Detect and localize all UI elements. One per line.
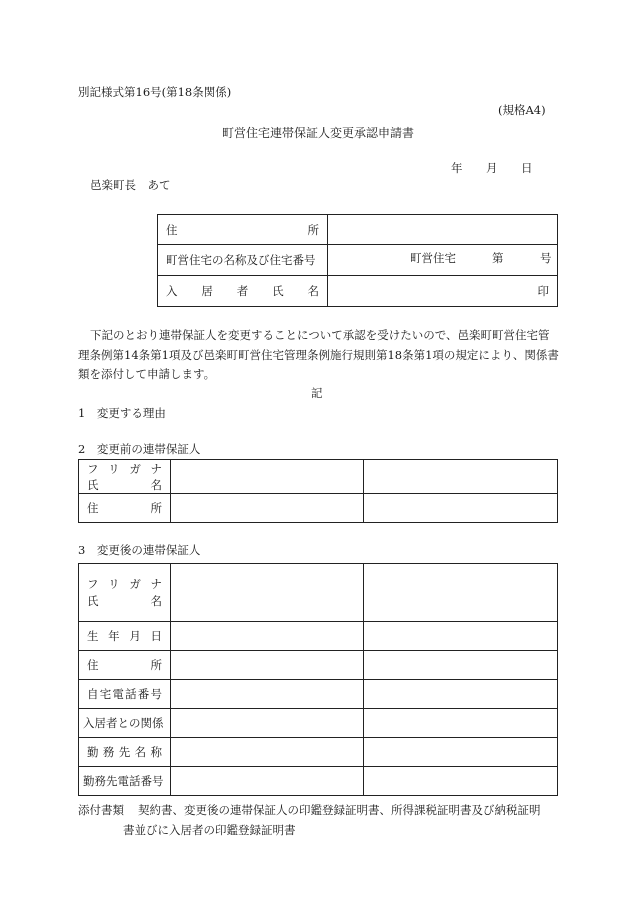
form-id: 別記様式第16号(第18条関係) [78,85,232,99]
new-workplace-extra-field[interactable] [364,738,558,767]
new-address-label: 住 所 [87,658,162,672]
new-name-label: 氏 名 [87,593,162,608]
address-label-cell [158,215,328,245]
address-field[interactable] [328,215,558,245]
new-workplace-label-cell [79,738,171,767]
prev-furigana-label: フ リ ガ ナ [87,461,162,476]
new-home-phone-label-cell [79,680,171,709]
resident-label-char: 入 [166,284,178,298]
resident-label-char: 氏 [272,284,284,298]
attachments-text-line1: 契約書、変更後の連帯保証人の印鑑登録証明書、所得課税証明書及び納税証明 [138,803,541,817]
address-label-char: 住 [166,222,178,237]
section3-title: 3 変更後の連帯保証人 [78,543,201,557]
new-address-field[interactable] [171,651,364,680]
new-birth-label: 生 年 月 日 [87,629,162,643]
new-birth-field[interactable] [171,622,364,651]
new-work-phone-label: 勤務先電話番号 [83,774,164,788]
housing-go-text: 号 [540,251,552,265]
new-address-extra-field[interactable] [364,651,558,680]
new-address-label-cell [79,651,171,680]
address-label-char: 所 [307,222,319,237]
resident-label-char: 名 [307,284,319,298]
attachments-label: 添付書類 [78,803,124,817]
new-relation-label-cell [79,709,171,738]
prev-address-extra-field[interactable] [364,494,558,523]
attachments-text-line2: 書並びに入居者の印鑑登録証明書 [123,823,296,837]
applicant-table [157,214,558,307]
new-birth-extra-field[interactable] [364,622,558,651]
size-note: (規格A4) [498,103,546,117]
new-name-field[interactable] [171,564,364,622]
new-home-phone-extra-field[interactable] [364,680,558,709]
prev-name-extra-field[interactable] [364,460,558,494]
housing-dai-text: 第 [492,251,504,265]
new-name-extra-field[interactable] [364,564,558,622]
attachments [78,800,560,840]
new-relation-extra-field[interactable] [364,709,558,738]
new-relation-label: 入居者との関係 [83,716,164,730]
form-title: 町営住宅連帯保証人変更承認申請書 [222,126,415,140]
resident-label-char: 者 [236,284,249,298]
resident-label-cell [158,276,328,307]
new-workplace-field[interactable] [171,738,364,767]
new-work-phone-label-cell [79,767,171,796]
prev-address-label-cell [79,494,171,523]
new-furigana-name-label-cell [79,564,171,622]
housing-label: 町営住宅の名称及び住宅番号 [166,253,316,267]
prev-name-field[interactable] [171,460,364,494]
seal-mark: 印 [537,284,549,298]
housing-name-text: 町営住宅 [410,251,456,265]
prev-address-label: 住 所 [87,501,162,515]
addressee: 邑楽町長 あて [90,178,171,192]
new-work-phone-field[interactable] [171,767,364,796]
section2-title: 2 変更前の連帯保証人 [78,442,201,456]
date-year-label: 年 [451,161,463,175]
new-birth-label-cell [79,622,171,651]
housing-field[interactable] [328,245,558,276]
date-day-label: 日 [521,161,533,175]
resident-name-field[interactable] [328,276,558,307]
prev-furigana-name-label-cell [79,460,171,494]
resident-label-char: 居 [201,284,213,298]
new-guarantor-table [78,563,558,796]
application-body-text: 下記のとおり連帯保証人を変更することについて承認を受けたいので、邑楽町町営住宅管理条例第14条第1項及び邑楽町町営住宅管理条例施行規則第18条第1項の規定により、関係書類を添付して申請します。 [78,328,559,381]
housing-label-cell [158,245,328,276]
previous-guarantor-table [78,459,558,523]
section1-title: 1 変更する理由 [78,406,166,420]
new-workplace-label: 勤 務 先 名 称 [87,745,162,759]
new-work-phone-extra-field[interactable] [364,767,558,796]
new-furigana-label: フ リ ガ ナ [87,576,162,591]
prev-address-field[interactable] [171,494,364,523]
new-home-phone-field[interactable] [171,680,364,709]
prev-name-label: 氏 名 [87,477,162,492]
new-home-phone-label: 自 宅 電 話 番 号 [87,687,162,701]
date-month-label: 月 [486,161,498,175]
new-relation-field[interactable] [171,709,364,738]
ki-marker: 記 [311,386,323,400]
